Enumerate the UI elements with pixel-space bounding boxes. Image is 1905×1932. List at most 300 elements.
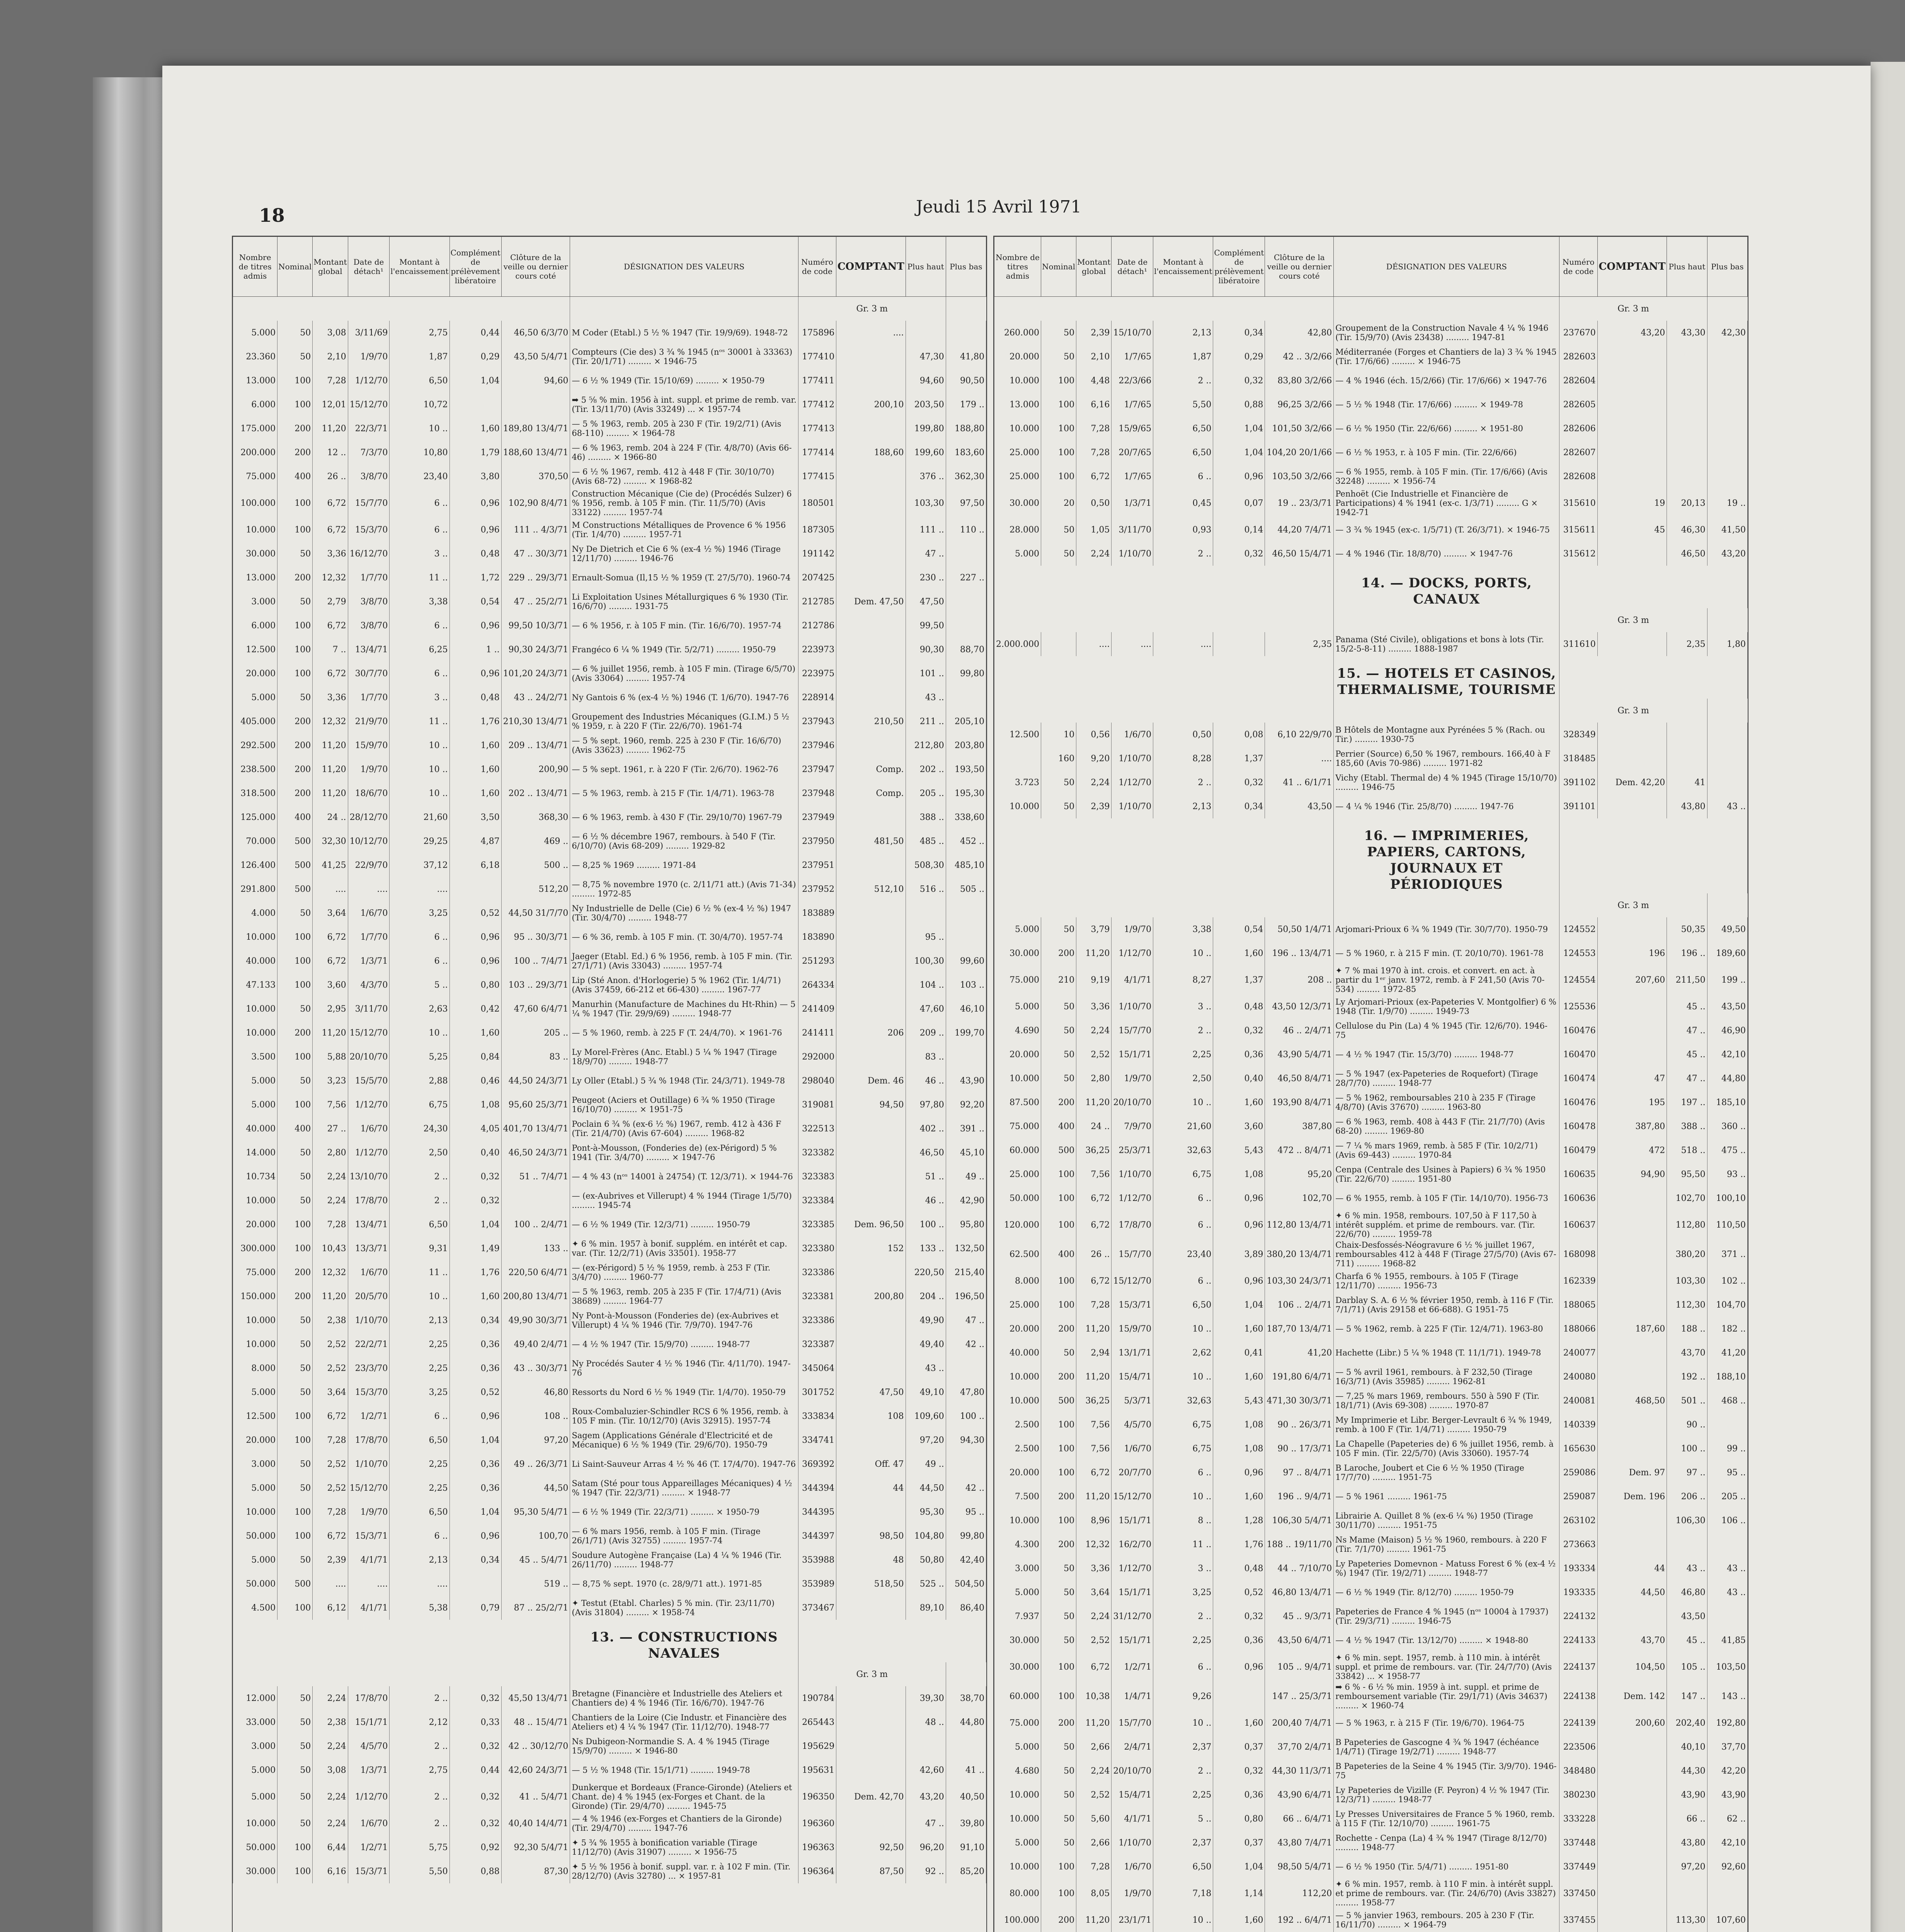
- cell-plus-haut: 47,60: [906, 997, 946, 1021]
- cell-designation: Librairie A. Quillet 8 % (ex-6 ¼ %) 1950 (Tirage 30/11/70) ......... 1951-75: [1334, 1509, 1559, 1532]
- cell-montant: 12,32: [313, 1260, 348, 1284]
- cell-titres: 33.000: [233, 1710, 277, 1734]
- cell-cloture: 100 .. 2/4/71: [501, 1213, 570, 1236]
- cell-date: 15/1/71: [1112, 1580, 1153, 1604]
- table-row: [994, 1162, 1748, 1186]
- cell-plus-haut: 112,80: [1667, 1210, 1707, 1240]
- table-row: [994, 1389, 1748, 1413]
- cell-montant: 6,16: [1076, 393, 1112, 417]
- cell-comptant: [1597, 542, 1667, 566]
- cell-plus-bas: 46,10: [946, 997, 986, 1021]
- cell-code: 228914: [798, 685, 836, 709]
- cell-nominal: 10: [1041, 723, 1076, 747]
- cell-plus-haut: 47 ..: [1667, 1019, 1707, 1043]
- cell-designation: Bretagne (Financière et Industrielle des Ateliers et Chantiers de) 4 % 1946 (Tir. 16/6/70). 1947-76: [570, 1686, 798, 1710]
- cell-plus-bas: 110,50: [1707, 1210, 1747, 1240]
- cell-plus-haut: 111 ..: [906, 518, 946, 542]
- cell-code: 311610: [1559, 632, 1597, 656]
- cell-encaissement: 3,25: [1153, 1580, 1213, 1604]
- cell-date: 20/5/70: [348, 1284, 390, 1308]
- cell-nominal: 50: [277, 1069, 313, 1093]
- cell-code: 328349: [1559, 723, 1597, 747]
- cell-titres: 2.500: [994, 1437, 1041, 1461]
- table-row: [994, 1341, 1748, 1365]
- cell-titres: 60.000: [994, 1682, 1041, 1711]
- cell-date: 4/1/71: [1112, 1807, 1153, 1831]
- cell-encaissement: 21,60: [1153, 1114, 1213, 1138]
- cell-nominal: 50: [1041, 917, 1076, 941]
- cell-encaissement: 10 ..: [1153, 1711, 1213, 1735]
- cell-plus-bas: 43 ..: [1707, 1580, 1747, 1604]
- cell-montant: 2,80: [313, 1141, 348, 1165]
- cell-montant: 3,08: [313, 1758, 348, 1782]
- table-row: [994, 1556, 1748, 1580]
- cell-titres: 10.000: [994, 417, 1041, 440]
- cell-code: 177415: [798, 464, 836, 488]
- cell-designation: — 4 % 1946 (ex-Forges et Chantiers de la Gironde) (Tir. 29/4/70) ......... 1947-76: [570, 1811, 798, 1835]
- cell-montant: 2,24: [313, 1734, 348, 1758]
- cell-comptant: [836, 1500, 906, 1524]
- cell-plus-haut: 92 ..: [906, 1859, 946, 1883]
- cell-plus-haut: 112,30: [1667, 1293, 1707, 1317]
- cell-date: 1/10/70: [348, 1308, 390, 1332]
- page-date: Jeudi 15 Avril 1971: [916, 197, 1082, 217]
- cell-titres: 50.000: [994, 1186, 1041, 1210]
- cell-code: 344394: [798, 1476, 836, 1500]
- cell-designation: Cellulose du Pin (La) 4 % 1945 (Tir. 12/6/70). 1946-75: [1334, 1019, 1559, 1043]
- cell-montant: 32,30: [313, 829, 348, 853]
- cell-date: 13/4/71: [348, 638, 390, 662]
- cell-plus-bas: 468 ..: [1707, 1389, 1747, 1413]
- cell-encaissement: 11 ..: [390, 566, 449, 590]
- cell-nominal: 100: [277, 1524, 313, 1548]
- cell-complement: 0,54: [449, 590, 501, 614]
- cell-cloture: 100,70: [501, 1524, 570, 1548]
- cell-comptant: [836, 1045, 906, 1069]
- cell-comptant: 45: [1597, 518, 1667, 542]
- cell-comptant: 104,50: [1597, 1652, 1667, 1682]
- cell-cloture: 90 .. 17/3/71: [1265, 1437, 1334, 1461]
- cell-complement: 5,43: [1213, 1389, 1265, 1413]
- cell-designation: Charfa 6 % 1955, rembours. à 105 F (Tirage 12/11/70) ......... 1956-73: [1334, 1269, 1559, 1293]
- cell-montant: 6,72: [313, 614, 348, 638]
- cell-code: 315612: [1559, 542, 1597, 566]
- cell-nominal: 50: [277, 321, 313, 345]
- cell-encaissement: 23,40: [390, 464, 449, 488]
- cell-cloture: 37,70 2/4/71: [1265, 1735, 1334, 1759]
- cell-plus-haut: 45 ..: [1667, 995, 1707, 1019]
- cell-montant: 7 ..: [313, 638, 348, 662]
- cell-titres: 318.500: [233, 781, 277, 805]
- cell-titres: 25.000: [994, 1162, 1041, 1186]
- cell-designation: — 4 ½ % 1947 (Tir. 15/3/70) ......... 1948-77: [1334, 1043, 1559, 1066]
- cell-plus-haut: 188 ..: [1667, 1317, 1707, 1341]
- cell-titres: 4.300: [994, 1532, 1041, 1556]
- cell-plus-bas: [946, 1452, 986, 1476]
- cell-cloture: 519 ..: [501, 1572, 570, 1596]
- cell-titres: 5.000: [233, 1380, 277, 1404]
- cell-code: 160470: [1559, 1043, 1597, 1066]
- cell-plus-bas: [946, 925, 986, 949]
- cell-designation: Frangéco 6 ¼ % 1949 (Tir. 5/2/71) ......... 1950-79: [570, 638, 798, 662]
- cell-designation: My Imprimerie et Libr. Berger-Levrault 6 ¾ % 1949, remb. à 100 F (Tir. 1/4/71) ......... 1950-79: [1334, 1413, 1559, 1437]
- cell-plus-bas: 99,80: [946, 1524, 986, 1548]
- cell-code: 195629: [798, 1734, 836, 1758]
- cell-code: 323380: [798, 1236, 836, 1260]
- cell-designation: Cenpa (Centrale des Usines à Papiers) 6 ¾ % 1950 (Tir. 22/6/70) ......... 1951-80: [1334, 1162, 1559, 1186]
- cell-designation: — 5 % 1962, remboursables 210 à 235 F (Tirage 4/8/70) (Avis 37670) ......... 1963-80: [1334, 1090, 1559, 1114]
- cell-code: 160637: [1559, 1210, 1597, 1240]
- cell-titres: 28.000: [994, 518, 1041, 542]
- cell-plus-bas: 505 ..: [946, 877, 986, 901]
- cell-complement: 3,50: [449, 805, 501, 829]
- cell-encaissement: 2,25: [390, 1476, 449, 1500]
- table-row: [994, 488, 1748, 518]
- cell-montant: 11,20: [313, 417, 348, 440]
- cell-encaissement: 3,38: [1153, 917, 1213, 941]
- cell-titres: 5.000: [994, 542, 1041, 566]
- cell-nominal: 500: [277, 853, 313, 877]
- cell-plus-bas: 62 ..: [1707, 1807, 1747, 1831]
- cell-encaissement: 3 ..: [390, 685, 449, 709]
- cell-nominal: 50: [1041, 1066, 1076, 1090]
- cell-plus-haut: 212,80: [906, 733, 946, 757]
- cell-nominal: 400: [1041, 1114, 1076, 1138]
- cell-plus-bas: 132,50: [946, 1236, 986, 1260]
- cell-nominal: 50: [1041, 542, 1076, 566]
- cell-montant: 7,28: [1076, 1293, 1112, 1317]
- cell-designation: — 5 % sept. 1960, remb. 225 à 230 F (Tir. 16/6/70) (Avis 33623) ......... 1962-75: [570, 733, 798, 757]
- cell-comptant: [1597, 632, 1667, 656]
- cell-montant: 6,72: [313, 949, 348, 973]
- cell-cloture: 46,80 13/4/71: [1265, 1580, 1334, 1604]
- cell-plus-haut: [1667, 723, 1707, 747]
- cell-date: 4/5/70: [1112, 1413, 1153, 1437]
- cell-nominal: 50: [1041, 1831, 1076, 1855]
- cell-montant: 6,72: [313, 518, 348, 542]
- cell-complement: 1,60: [1213, 1908, 1265, 1932]
- cell-code: 337449: [1559, 1855, 1597, 1879]
- header-comptant: COMPTANT: [1597, 237, 1667, 297]
- cell-designation: — (ex-Périgord) 5 ½ % 1959, remb. à 253 F (Tir. 3/4/70) ......... 1960-77: [570, 1260, 798, 1284]
- table-row: [994, 1485, 1748, 1509]
- cell-date: 1/7/70: [348, 566, 390, 590]
- cell-comptant: 207,60: [1597, 965, 1667, 995]
- table-row: [233, 440, 986, 464]
- cell-plus-bas: 195,30: [946, 781, 986, 805]
- cell-titres: 50.000: [233, 1572, 277, 1596]
- table-row: [233, 1476, 986, 1500]
- cell-titres: 13.000: [233, 369, 277, 393]
- cell-encaissement: 10 ..: [1153, 1365, 1213, 1389]
- cell-cloture: 50,50 1/4/71: [1265, 917, 1334, 941]
- cell-montant: 6,72: [1076, 1210, 1112, 1240]
- cell-nominal: 100: [1041, 1269, 1076, 1293]
- cell-plus-haut: 211,50: [1667, 965, 1707, 995]
- cell-encaissement: 0,45: [1153, 488, 1213, 518]
- cell-complement: 0,32: [449, 1686, 501, 1710]
- cell-designation: M Coder (Etabl.) 5 ½ % 1947 (Tir. 19/9/69). 1948-72: [570, 321, 798, 345]
- cell-complement: 1,08: [1213, 1413, 1265, 1437]
- cell-code: 196360: [798, 1811, 836, 1835]
- cell-titres: 2.000.000: [994, 632, 1041, 656]
- cell-code: 369392: [798, 1452, 836, 1476]
- cell-montant: 11,20: [313, 1284, 348, 1308]
- cell-cloture: 193,90 8/4/71: [1265, 1090, 1334, 1114]
- cell-comptant: [1597, 464, 1667, 488]
- cell-encaissement: 10 ..: [390, 1021, 449, 1045]
- cell-comptant: [836, 1260, 906, 1284]
- cell-encaissement: 6 ..: [1153, 1269, 1213, 1293]
- cell-plus-haut: 388 ..: [906, 805, 946, 829]
- table-row: [994, 1365, 1748, 1389]
- cell-cloture: 94,60: [501, 369, 570, 393]
- cell-plus-haut: 230 ..: [906, 566, 946, 590]
- cell-comptant: [1597, 1879, 1667, 1908]
- cell-montant: 2,24: [313, 1811, 348, 1835]
- cell-complement: 0,29: [1213, 345, 1265, 369]
- cell-plus-haut: 49,10: [906, 1380, 946, 1404]
- cell-montant: 11,20: [1076, 1485, 1112, 1509]
- cell-encaissement: 2,25: [1153, 1043, 1213, 1066]
- cell-date: 15/12/70: [1112, 1485, 1153, 1509]
- cell-plus-haut: 43,70: [1667, 1341, 1707, 1365]
- cell-titres: 10.000: [994, 1365, 1041, 1389]
- cell-complement: 1,79: [449, 440, 501, 464]
- cell-designation: — 6 % 1963, remb. à 430 F (Tir. 29/10/70) 1967-79: [570, 805, 798, 829]
- cell-comptant: 94,90: [1597, 1162, 1667, 1186]
- cell-nominal: 50: [1041, 345, 1076, 369]
- group-label: Gr. 3 m: [1559, 608, 1707, 632]
- cell-cloture: 187,70 13/4/71: [1265, 1317, 1334, 1341]
- cell-nominal: 200: [277, 417, 313, 440]
- cell-date: 1/7/70: [348, 925, 390, 949]
- cell-montant: 4,48: [1076, 369, 1112, 393]
- cell-nominal: 50: [277, 997, 313, 1021]
- cell-code: 251293: [798, 949, 836, 973]
- cell-titres: 10.000: [994, 1389, 1041, 1413]
- section-title: 14. — DOCKS, PORTS, CANAUX: [1334, 566, 1559, 608]
- cell-titres: 13.000: [233, 566, 277, 590]
- cell-complement: 0,80: [1213, 1807, 1265, 1831]
- cell-complement: 0,36: [1213, 1783, 1265, 1807]
- cell-nominal: 50: [277, 1782, 313, 1811]
- cell-cloture: 112,80 13/4/71: [1265, 1210, 1334, 1240]
- cell-plus-haut: 501 ..: [1667, 1389, 1707, 1413]
- cell-plus-bas: [946, 901, 986, 925]
- cell-plus-haut: 42,60: [906, 1758, 946, 1782]
- cell-date: 5/3/71: [1112, 1389, 1153, 1413]
- cell-plus-haut: 49 ..: [906, 1452, 946, 1476]
- cell-plus-bas: 100,10: [1707, 1186, 1747, 1210]
- cell-designation: — 6 ½ % 1949 (Tir. 8/12/70) ......... 1950-79: [1334, 1580, 1559, 1604]
- cell-cloture: [501, 1189, 570, 1213]
- cell-plus-haut: 104 ..: [906, 973, 946, 997]
- cell-titres: 30.000: [994, 488, 1041, 518]
- cell-comptant: [836, 949, 906, 973]
- cell-code: 183889: [798, 901, 836, 925]
- cell-designation: Ernault-Somua (Il,15 ½ % 1959 (T. 27/5/70). 1960-74: [570, 566, 798, 590]
- cell-comptant: [1597, 1293, 1667, 1317]
- table-row: [233, 1710, 986, 1734]
- cell-encaissement: 6 ..: [1153, 1210, 1213, 1240]
- table-row: [994, 1879, 1748, 1908]
- cell-cloture: 43,50 12/3/71: [1265, 995, 1334, 1019]
- cell-plus-haut: 45 ..: [1667, 1628, 1707, 1652]
- cell-cloture: 47 .. 25/2/71: [501, 590, 570, 614]
- cell-complement: 0,34: [449, 1548, 501, 1572]
- cell-montant: 12,32: [313, 709, 348, 733]
- cell-designation: ✦ 6 % min. sept. 1957, remb. à 110 min. à intérêt suppl. et prime de rembours. var. (Tir. 24/7/70) (Avis 33842) ... × 1958-77: [1334, 1652, 1559, 1682]
- header-plus-haut: Plus haut: [1667, 237, 1707, 297]
- cell-encaissement: 7,18: [1153, 1879, 1213, 1908]
- cell-cloture: 100 .. 7/4/71: [501, 949, 570, 973]
- header-encaissement: Montant à l'encaissement: [1153, 237, 1213, 297]
- cell-code: 323385: [798, 1213, 836, 1236]
- cell-code: 334741: [798, 1428, 836, 1452]
- cell-montant: 7,28: [1076, 1855, 1112, 1879]
- cell-encaissement: 32,63: [1153, 1138, 1213, 1162]
- table-row: [994, 1461, 1748, 1485]
- cell-date: 4/5/70: [348, 1734, 390, 1758]
- table-row: [233, 901, 986, 925]
- cell-comptant: [836, 853, 906, 877]
- cell-nominal: 100: [1041, 1509, 1076, 1532]
- cell-cloture: 44,50: [501, 1476, 570, 1500]
- cell-comptant: 48: [836, 1548, 906, 1572]
- cell-plus-haut: 46,50: [906, 1141, 946, 1165]
- cell-date: 4/1/71: [1112, 965, 1153, 995]
- cell-montant: 11,20: [1076, 1711, 1112, 1735]
- cell-cloture: 147 .. 25/3/71: [1265, 1682, 1334, 1711]
- cell-plus-haut: 43,30: [1667, 321, 1707, 345]
- cell-comptant: [1597, 1437, 1667, 1461]
- cell-titres: 3.723: [994, 770, 1041, 794]
- cell-titres: 30.000: [994, 1652, 1041, 1682]
- cell-cloture: 103,30 24/3/71: [1265, 1269, 1334, 1293]
- cell-code: 237952: [798, 877, 836, 901]
- cell-titres: 100.000: [233, 488, 277, 518]
- cell-encaissement: 2 ..: [390, 1189, 449, 1213]
- cell-encaissement: 6,25: [390, 638, 449, 662]
- cell-comptant: [1597, 1269, 1667, 1293]
- cell-plus-bas: 143 ..: [1707, 1682, 1747, 1711]
- cell-code: 237947: [798, 757, 836, 781]
- cell-plus-haut: 44,50: [906, 1476, 946, 1500]
- cell-designation: Perrier (Source) 6,50 % 1967, rembours. 166,40 à F 185,60 (Avis 70-986) ......... 1971-82: [1334, 747, 1559, 770]
- next-page-edge: [1871, 62, 1905, 1932]
- cell-plus-haut: 46,80: [1667, 1580, 1707, 1604]
- cell-plus-haut: 43,80: [1667, 794, 1707, 818]
- cell-nominal: 100: [277, 1093, 313, 1117]
- header-nominal: Nominal: [1041, 237, 1076, 297]
- cell-cloture: 210,30 13/4/71: [501, 709, 570, 733]
- cell-code: 337448: [1559, 1831, 1597, 1855]
- cell-cloture: 380,20 13/4/71: [1265, 1240, 1334, 1269]
- cell-comptant: Off. 47: [836, 1452, 906, 1476]
- cell-titres: 5.000: [233, 1093, 277, 1117]
- cell-complement: 0,34: [1213, 321, 1265, 345]
- cell-complement: 1,60: [449, 733, 501, 757]
- table-row: [994, 1628, 1748, 1652]
- cell-code: 224138: [1559, 1682, 1597, 1711]
- cell-code: 125536: [1559, 995, 1597, 1019]
- cell-encaissement: 2,25: [1153, 1628, 1213, 1652]
- cell-plus-haut: 43,20: [906, 1782, 946, 1811]
- cell-comptant: [1597, 794, 1667, 818]
- table-row: [233, 518, 986, 542]
- cell-date: 15/3/70: [348, 518, 390, 542]
- cell-titres: 5.000: [233, 1069, 277, 1093]
- cell-comptant: 387,80: [1597, 1114, 1667, 1138]
- cell-plus-haut: 2,35: [1667, 632, 1707, 656]
- cell-plus-bas: 95,80: [946, 1213, 986, 1236]
- cell-designation: Manurhin (Manufacture de Machines du Ht-Rhin) — 5 ¼ % 1947 (Tir. 29/9/69) ......... 1948-77: [570, 997, 798, 1021]
- cell-cloture: 95,60 25/3/71: [501, 1093, 570, 1117]
- cell-plus-haut: 47 ..: [1667, 1066, 1707, 1090]
- cell-nominal: 50: [1041, 1341, 1076, 1365]
- cell-comptant: [836, 614, 906, 638]
- cell-plus-bas: 44,80: [1707, 1066, 1747, 1090]
- cell-date: 4/1/71: [348, 1548, 390, 1572]
- cell-montant: 8,05: [1076, 1879, 1112, 1908]
- cell-comptant: [836, 1686, 906, 1710]
- cell-comptant: [1597, 1365, 1667, 1389]
- table-row: [233, 1500, 986, 1524]
- cell-complement: 1,37: [1213, 747, 1265, 770]
- cell-code: 265443: [798, 1710, 836, 1734]
- cell-montant: 3,79: [1076, 917, 1112, 941]
- cell-complement: 0,96: [449, 662, 501, 685]
- cell-plus-bas: 42,20: [1707, 1759, 1747, 1783]
- cell-plus-bas: 42 ..: [946, 1476, 986, 1500]
- cell-date: 1/6/70: [1112, 1437, 1153, 1461]
- cell-date: 20/7/70: [1112, 1461, 1153, 1485]
- cell-montant: 2,24: [1076, 542, 1112, 566]
- section-heading-row: [994, 818, 1748, 893]
- cell-date: 1/6/70: [348, 1117, 390, 1141]
- cell-code: 282607: [1559, 440, 1597, 464]
- cell-complement: 0,32: [1213, 1604, 1265, 1628]
- cell-cloture: 101,20 24/3/71: [501, 662, 570, 685]
- cell-encaissement: 2,75: [390, 1758, 449, 1782]
- cell-nominal: 50: [277, 345, 313, 369]
- cell-encaissement: 6 ..: [1153, 1652, 1213, 1682]
- cell-comptant: Dem. 142: [1597, 1682, 1667, 1711]
- cell-plus-bas: 46,90: [1707, 1019, 1747, 1043]
- cell-titres: 10.000: [233, 1500, 277, 1524]
- cell-plus-haut: 100 ..: [906, 1213, 946, 1236]
- cell-comptant: [836, 685, 906, 709]
- cell-titres: 30.000: [233, 1859, 277, 1883]
- cell-date: 1/12/70: [348, 1093, 390, 1117]
- cell-comptant: [836, 1141, 906, 1165]
- cell-encaissement: 6,75: [1153, 1437, 1213, 1461]
- group-label: Gr. 3 m: [798, 297, 946, 321]
- cell-cloture: 200,80 13/4/71: [501, 1284, 570, 1308]
- cell-nominal: 200: [1041, 1090, 1076, 1114]
- cell-complement: 0,84: [449, 1045, 501, 1069]
- cell-titres: 150.000: [233, 1284, 277, 1308]
- cell-designation: ✦ 6 % min. 1957, remb. à 110 F min. à intérêt suppl. et prime de rembours. var. (Tir. 24/6/70) (Avis 33827) ......... 1958-77: [1334, 1879, 1559, 1908]
- cell-comptant: 468,50: [1597, 1389, 1667, 1413]
- cell-encaissement: 2,13: [390, 1308, 449, 1332]
- cell-plus-haut: 90,30: [906, 638, 946, 662]
- table-row: [233, 1308, 986, 1332]
- cell-cloture: 44,20 7/4/71: [1265, 518, 1334, 542]
- cell-montant: 0,56: [1076, 723, 1112, 747]
- table-row: [233, 590, 986, 614]
